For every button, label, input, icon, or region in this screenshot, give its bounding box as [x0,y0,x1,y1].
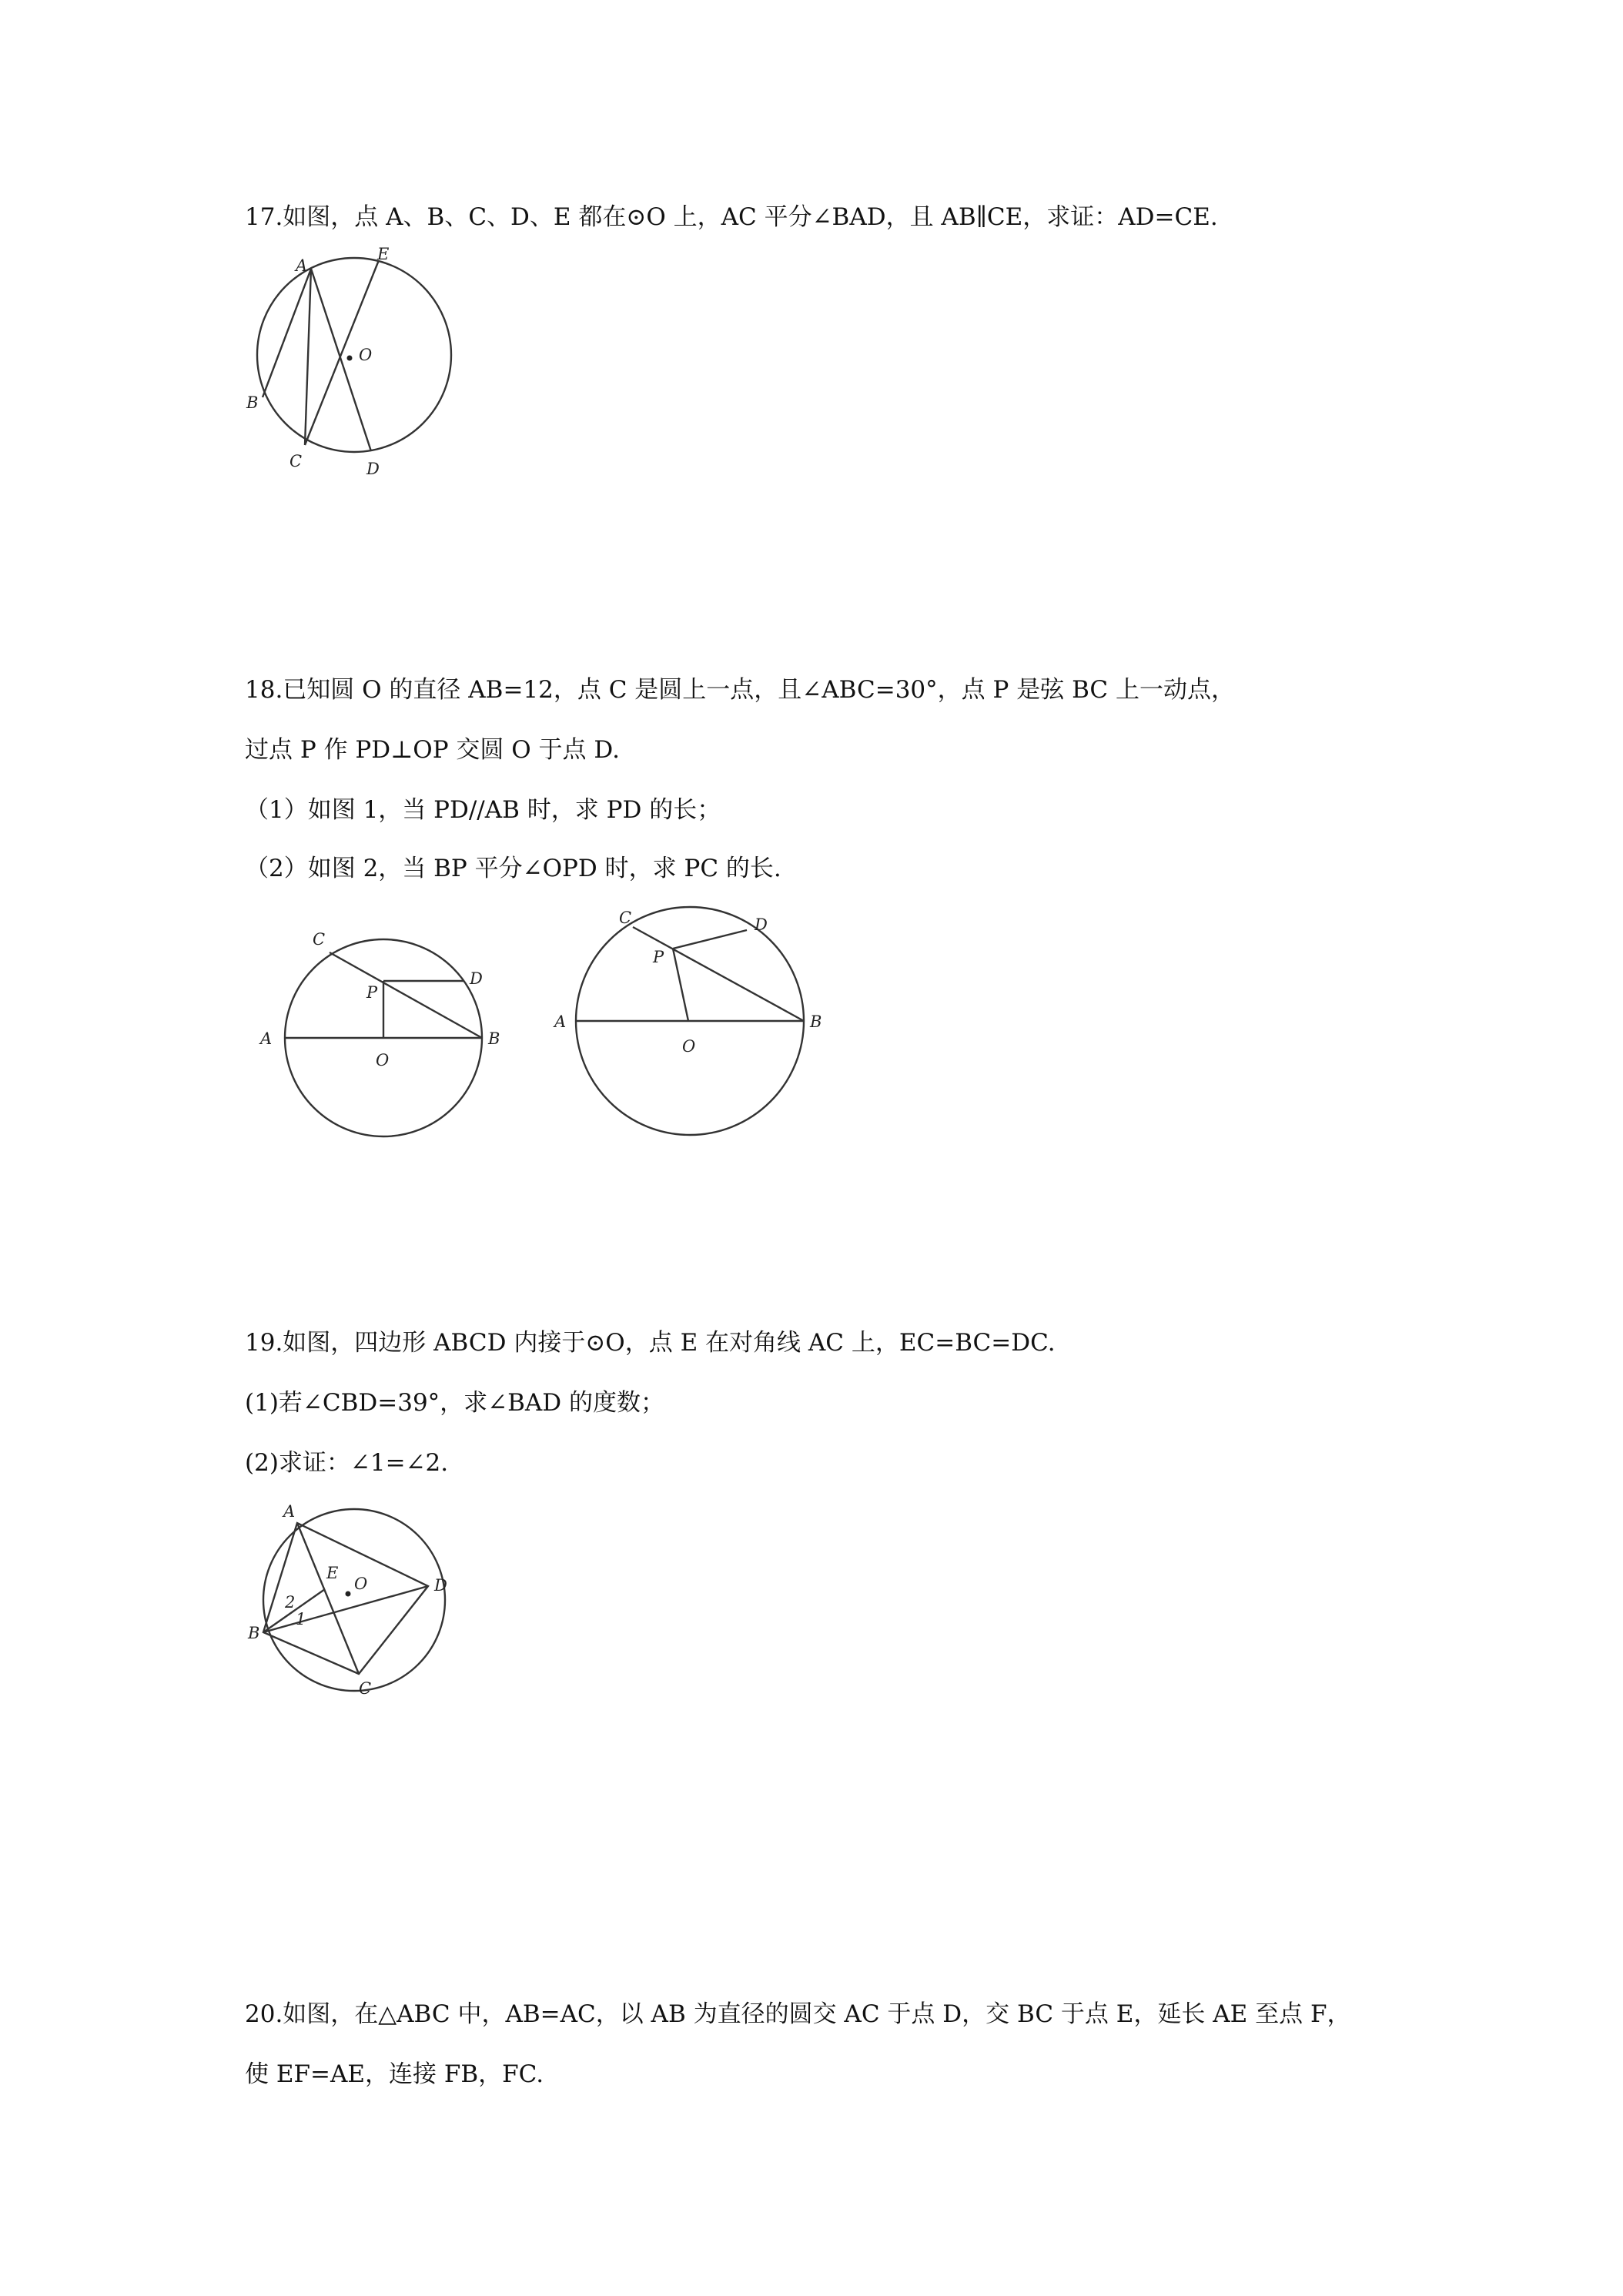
label-c: C [619,909,632,927]
label-a: A [554,1012,567,1031]
label-d: D [434,1576,447,1595]
label-a: A [296,256,308,275]
problem-18-line-2: 过点 P 作 PD⊥OP 交圆 O 于点 D. [245,736,620,764]
label-d: D [470,969,483,988]
label-o: O [354,1575,368,1593]
problem-18-line-4: （2）如图 2，当 BP 平分∠OPD 时，求 PC 的长. [245,855,781,882]
label-c: C [359,1679,372,1698]
figure-18-1 [245,907,522,1153]
label-c: C [313,930,326,949]
label-e: E [326,1564,339,1582]
problem-18-line-3: （1）如图 1，当 PD//AB 时，求 PD 的长； [245,796,721,824]
label-p: P [366,983,378,1002]
problem-17-line-1: 17.如图，点 A、B、C、D、E 都在⊙O 上，AC 平分∠BAD，且 AB∥CE，求证：AD=CE. [245,203,1218,231]
label-p: P [653,948,664,966]
chord-bc [633,927,804,1021]
label-o: O [359,346,373,364]
problem-19-line-3: (2)求证：∠1=∠2. [245,1449,449,1477]
problem-20-line-1: 20.如图，在△ABC 中，AB=AC，以 AB 为直径的圆交 AC 于点 D，交 BC 于点 E，延长 AE 至点 F， [245,2000,1351,2028]
label-c: C [289,452,303,470]
label-o: O [376,1051,390,1069]
label-o: O [682,1037,696,1056]
label-b: B [488,1029,500,1048]
label-b: B [246,393,259,412]
problem-18-line-1: 18.已知圆 O 的直径 AB=12，点 C 是圆上一点，且∠ABC=30°，点 P 是弦 BC 上一动点， [245,676,1235,704]
label-a: A [283,1502,296,1521]
figure-19 [245,1497,476,1705]
angle-label-2: 2 [285,1593,296,1612]
figure-18-2 [545,893,838,1147]
label-d: D [755,915,768,934]
label-a: A [260,1029,273,1048]
label-d: D [366,460,380,478]
problem-19-line-1: 19.如图，四边形 ABCD 内接于⊙O，点 E 在对角线 AC 上，EC=BC=DC. [245,1329,1056,1357]
label-b: B [248,1624,260,1642]
segment-ac [305,269,311,445]
center-dot [346,1591,351,1597]
label-b: B [810,1012,822,1031]
angle-label-1: 1 [296,1610,306,1628]
center-dot [347,356,353,361]
segment-po [673,949,688,1021]
circle-o [257,258,451,452]
chord-bc [330,952,482,1038]
problem-20-line-2: 使 EF=AE，连接 FB，FC. [245,2060,544,2088]
figure-17 [245,245,468,499]
label-e: E [377,245,390,263]
segment-ab [263,269,311,397]
problem-19-line-2: (1)若∠CBD=39°，求∠BAD 的度数； [245,1389,665,1417]
segment-pd [673,930,747,949]
